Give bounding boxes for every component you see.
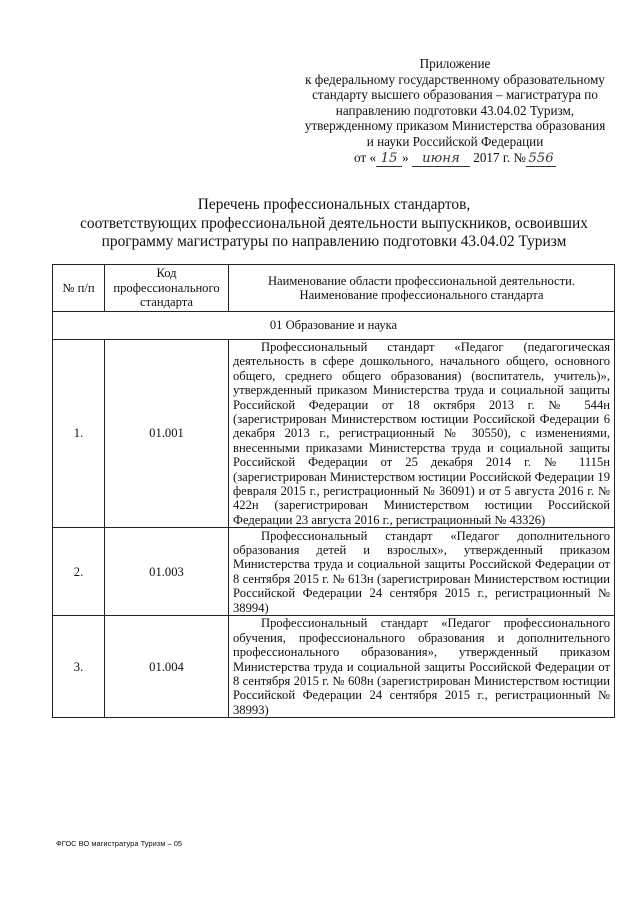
header-num: № п/п [53, 265, 105, 312]
date-prefix: от « [353, 149, 377, 165]
appendix-header [300, 56, 610, 167]
header-name: Наименование области профессиональной деятельности. Наименование профессионального стандарта [229, 265, 615, 312]
row-num: 2. [53, 528, 105, 616]
title-line-3: программу магистратуры по направлению подготовки 43.04.02 Туризм [101, 233, 567, 250]
header-code: Код профессионального стандарта [105, 265, 229, 312]
row-num: 3. [53, 616, 105, 718]
appendix-line-6: и науки Российской Федерации [366, 133, 544, 149]
row-description [229, 340, 615, 528]
row-num: 1. [53, 340, 105, 528]
row-description-text: Профессиональный стандарт «Педагог профессионального обучения, профессионального образования и дополнительного профессионального образования», утвержденный приказом Министерства труда и социальной защиты Российской Федерации от 8 сентября 2015 г. № 608н (зарегистрирован Министерством юстиции Российской Федерации 24 сентября 2015 г., регистрационный № 38993) [233, 616, 610, 717]
table-row [53, 616, 615, 718]
row-description [229, 528, 615, 616]
document-title [60, 196, 608, 252]
page-footer: ФГОС ВО магистратура Туризм – 05 [56, 839, 183, 848]
appendix-line-3: стандарту высшего образования – магистратура по [312, 87, 598, 103]
appendix-line-1: Приложение [419, 56, 491, 71]
table-row [53, 340, 615, 528]
row-code: 01.004 [105, 616, 229, 718]
appendix-line-2: к федеральному государственному образовательному [305, 71, 605, 87]
order-number: 556 [526, 151, 556, 168]
date-day: 15 [376, 151, 402, 168]
date-year: 2017 г. № [473, 149, 527, 165]
standards-table [52, 264, 615, 718]
order-date-line [300, 150, 610, 168]
title-line-2: соответствующих профессиональной деятельности выпускников, освоивших [80, 214, 588, 232]
row-description [229, 616, 615, 718]
table-header-row [53, 265, 615, 312]
table-row [53, 528, 615, 616]
row-description-text: Профессиональный стандарт «Педагог дополнительного образования детей и взрослых», утвержденный приказом Министерства труда и социальной защиты Российской Федерации от 8 сентября 2015 г. № 613н (зарегистрирован Министерством юстиции Российской Федерации 24 сентября 2015 г., регистрационный № 38994) [233, 528, 610, 615]
row-code: 01.003 [105, 528, 229, 616]
date-mid: » [402, 149, 409, 165]
row-code: 01.001 [105, 340, 229, 528]
title-line-1: Перечень профессиональных стандартов, [197, 196, 471, 213]
row-description-text: Профессиональный стандарт «Педагог (педагогическая деятельность в сфере дошкольного, начального общего, основного общего, среднего общего образования) (воспитатель, учитель)», утвержденный приказом Министерства труда и социальной защиты Российской Федерации от 18 октября 2013 г. № 544н (зарегистрирован Министерством юстиции Российской Федерации 6 декабря 2013 г., регистрационный № 30550), с изменениями, внесенными приказами Министерства труда и социальной защиты Российской Федерации от 25 декабря 2014 г. № 1115н (зарегистрирован Министерством юстиции Российской Федерации 19 февраля 2015 г., регистрационный № 36091) и от 5 августа 2016 г. № 422н (зарегистрирован Министерством юстиции Российской Федерации 23 августа 2016 г., регистрационный № 43326) [233, 340, 610, 527]
appendix-line-4: направлению подготовки 43.04.02 Туризм, [335, 102, 575, 118]
date-month: июня [412, 151, 470, 168]
appendix-line-5: утвержденному приказом Министерства образования [304, 118, 606, 134]
section-row [53, 312, 615, 340]
section-title: 01 Образование и наука [53, 312, 615, 340]
